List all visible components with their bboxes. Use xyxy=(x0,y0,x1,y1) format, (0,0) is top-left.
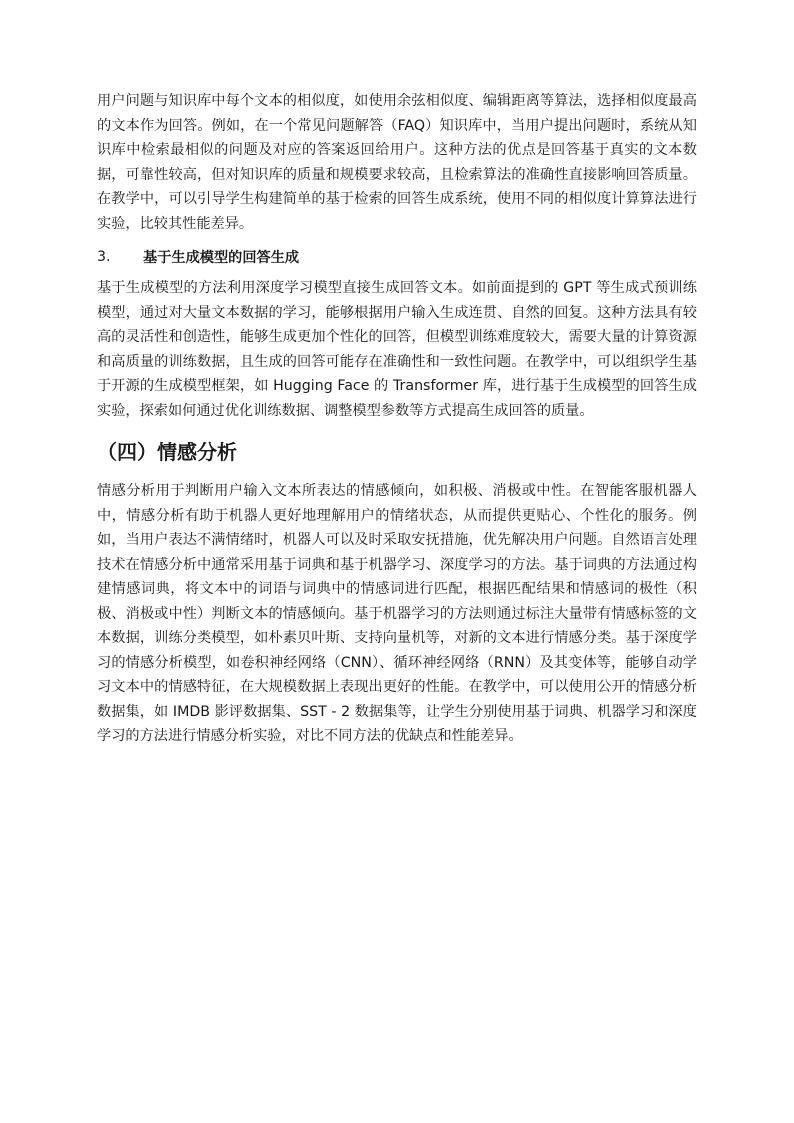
subheading-number: 3. xyxy=(97,249,111,265)
paragraph-sentiment-analysis: 情感分析用于判断用户输入文本所表达的情感倾向，如积极、消极或中性。在智能客服机器人中，情感分析有助于机器人更好地理解用户的情绪状态，从而提供更贴心、个性化的服务。例如，当用户表达不满情绪时，机器人可以及时采取安抚措施，优先解决用户问题。自然语言处理技术在情感分析中通常采用基于词典和基于机器学习、深度学习的方法。基于词典的方法通过构建情感词典，将文本中的词语与词典中的情感词进行匹配，根据匹配结果和情感词的极性（积极、消极或中性）判断文本的情感倾向。基于机器学习的方法则通过标注大量带有情感标签的文本数据，训练分类模型，如朴素贝叶斯、支持向量机等，对新的文本进行情感分类。基于深度学习的情感分析模型，如卷积神经网络（CNN）、循环神经网络（RNN）及其变体等，能够自动学习文本中的情感特征，在大规模数据上表现出更好的性能。在教学中，可以使用公开的情感分析数据集，如 IMDB 影评数据集、SST - 2 数据集等，让学生分别使用基于词典、机器学习和深度学习的方法进行情感分析实验，对比不同方法的优缺点和性能差异。 xyxy=(97,483,697,744)
subheading-title: 基于生成模型的回答生成 xyxy=(143,250,300,266)
page-content xyxy=(97,89,697,749)
paragraph-retrieval-answer: 用户问题与知识库中每个文本的相似度，如使用余弦相似度、编辑距离等算法，选择相似度最高的文本作为回答。例如，在一个常见问题解答（FAQ）知识库中，当用户提出问题时，系统从知识库中检索最相似的问题及对应的答案返回给用户。这种方法的优点是回答基于真实的文本数据，可靠性较高，但对知识库的质量和规模要求较高，且检索算法的准确性直接影响回答质量。在教学中，可以引导学生构建简单的基于检索的回答生成系统，使用不同的相似度计算算法进行实验，比较其性能差异。 xyxy=(97,93,697,232)
subheading-generative-answer xyxy=(97,244,697,270)
section-heading-sentiment: （四）情感分析 xyxy=(97,440,237,464)
paragraph-generative-answer: 基于生成模型的方法利用深度学习模型直接生成回答文本。如前面提到的 GPT 等生成式预训练模型，通过对大量文本数据的学习，能够根据用户输入生成连贯、自然的回复。这种方法具有较高的灵活性和创造性，能够生成更加个性化的回答，但模型训练难度较大，需要大量的计算资源和高质量的训练数据，且生成的回答可能存在准确性和一致性问题。在教学中，可以组织学生基于开源的生成模型框架，如 Hugging Face 的 Transformer 库，进行基于生成模型的回答生成实验，探索如何通过优化训练数据、调整模型参数等方式提高生成回答的质量。 xyxy=(97,280,697,419)
